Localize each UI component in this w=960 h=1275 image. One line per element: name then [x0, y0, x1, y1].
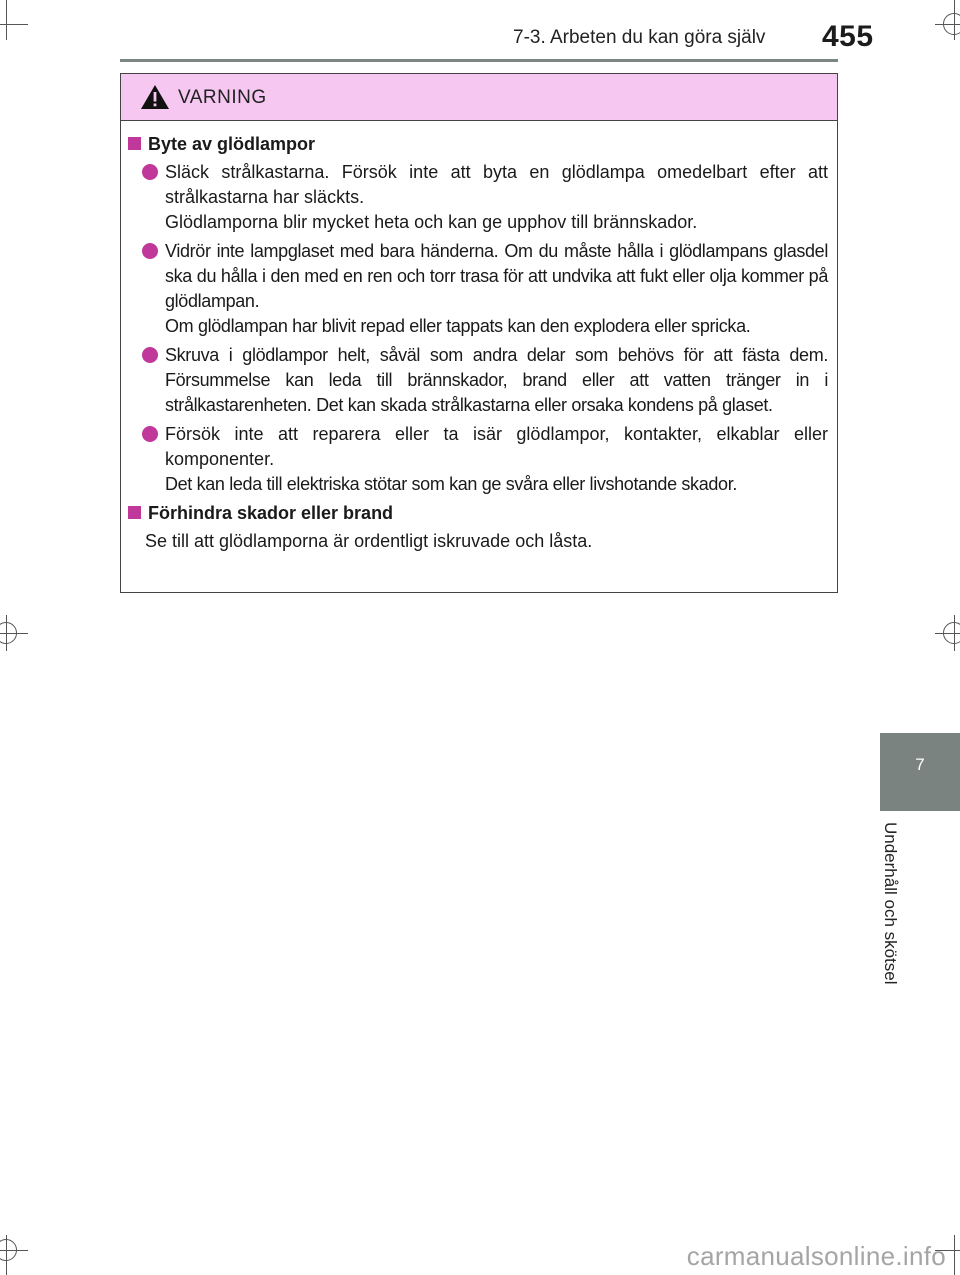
warning-label: VARNING — [178, 87, 267, 108]
item-subtext: Glödlamporna blir mycket heta och kan ge upphov till brännskador. — [165, 212, 698, 232]
round-bullet-icon — [142, 347, 158, 363]
watermark: carmanualsonline.info — [686, 1241, 946, 1271]
item-text: Vidrör inte lampglaset med bara händerna. Om du måste hålla i glödlampans glasdel ska du hålla i den med en ren och torr trasa för att undvika att fukt eller olja kommer på glödlampan. — [165, 241, 828, 311]
warning-content — [128, 132, 828, 554]
round-bullet-icon — [142, 243, 158, 259]
section-heading: Byte av glödlampor — [128, 132, 828, 157]
section-title: 7-3. Arbeten du kan göra själv — [513, 27, 766, 48]
round-bullet-icon — [142, 164, 158, 180]
chapter-number: 7 — [915, 755, 925, 774]
item-text: Skruva i glödlampor helt, såväl som andra delar som behövs för att fästa dem. Försummelse kan leda till brännskador, brand eller att vatten tränger in i strålkastarenheten. Det kan skada strålkastarna eller orsaka kondens på glaset. — [165, 345, 828, 415]
item-subtext: Det kan leda till elektriska stötar som kan ge svåra eller livshotande skador. — [165, 474, 737, 494]
square-bullet-icon — [128, 137, 141, 150]
list-item — [128, 239, 828, 339]
warning-triangle-icon — [140, 84, 170, 110]
list-item — [128, 160, 828, 235]
header-rule — [120, 59, 838, 62]
chapter-title: Underhåll och skötsel — [881, 822, 900, 985]
list-item — [128, 343, 828, 418]
round-bullet-icon — [142, 426, 158, 442]
square-bullet-icon — [128, 506, 141, 519]
section-text: Se till att glödlamporna är ordentligt iskruvade och låsta. — [145, 531, 593, 551]
warning-header — [121, 74, 837, 121]
item-text: Försök inte att reparera eller ta isär glödlampor, kontakter, elkablar eller komponenter. — [165, 424, 828, 469]
list-item — [128, 422, 828, 497]
chapter-tab — [880, 733, 960, 811]
item-text: Släck strålkastarna. Försök inte att byta en glödlampa omedelbart efter att strålkastarna har släckts. — [165, 162, 828, 207]
section-heading: Förhindra skador eller brand — [128, 501, 828, 526]
page-number: 455 — [822, 20, 874, 53]
warning-box — [120, 73, 838, 593]
item-subtext: Om glödlampan har blivit repad eller tappats kan den explodera eller spricka. — [165, 316, 751, 336]
